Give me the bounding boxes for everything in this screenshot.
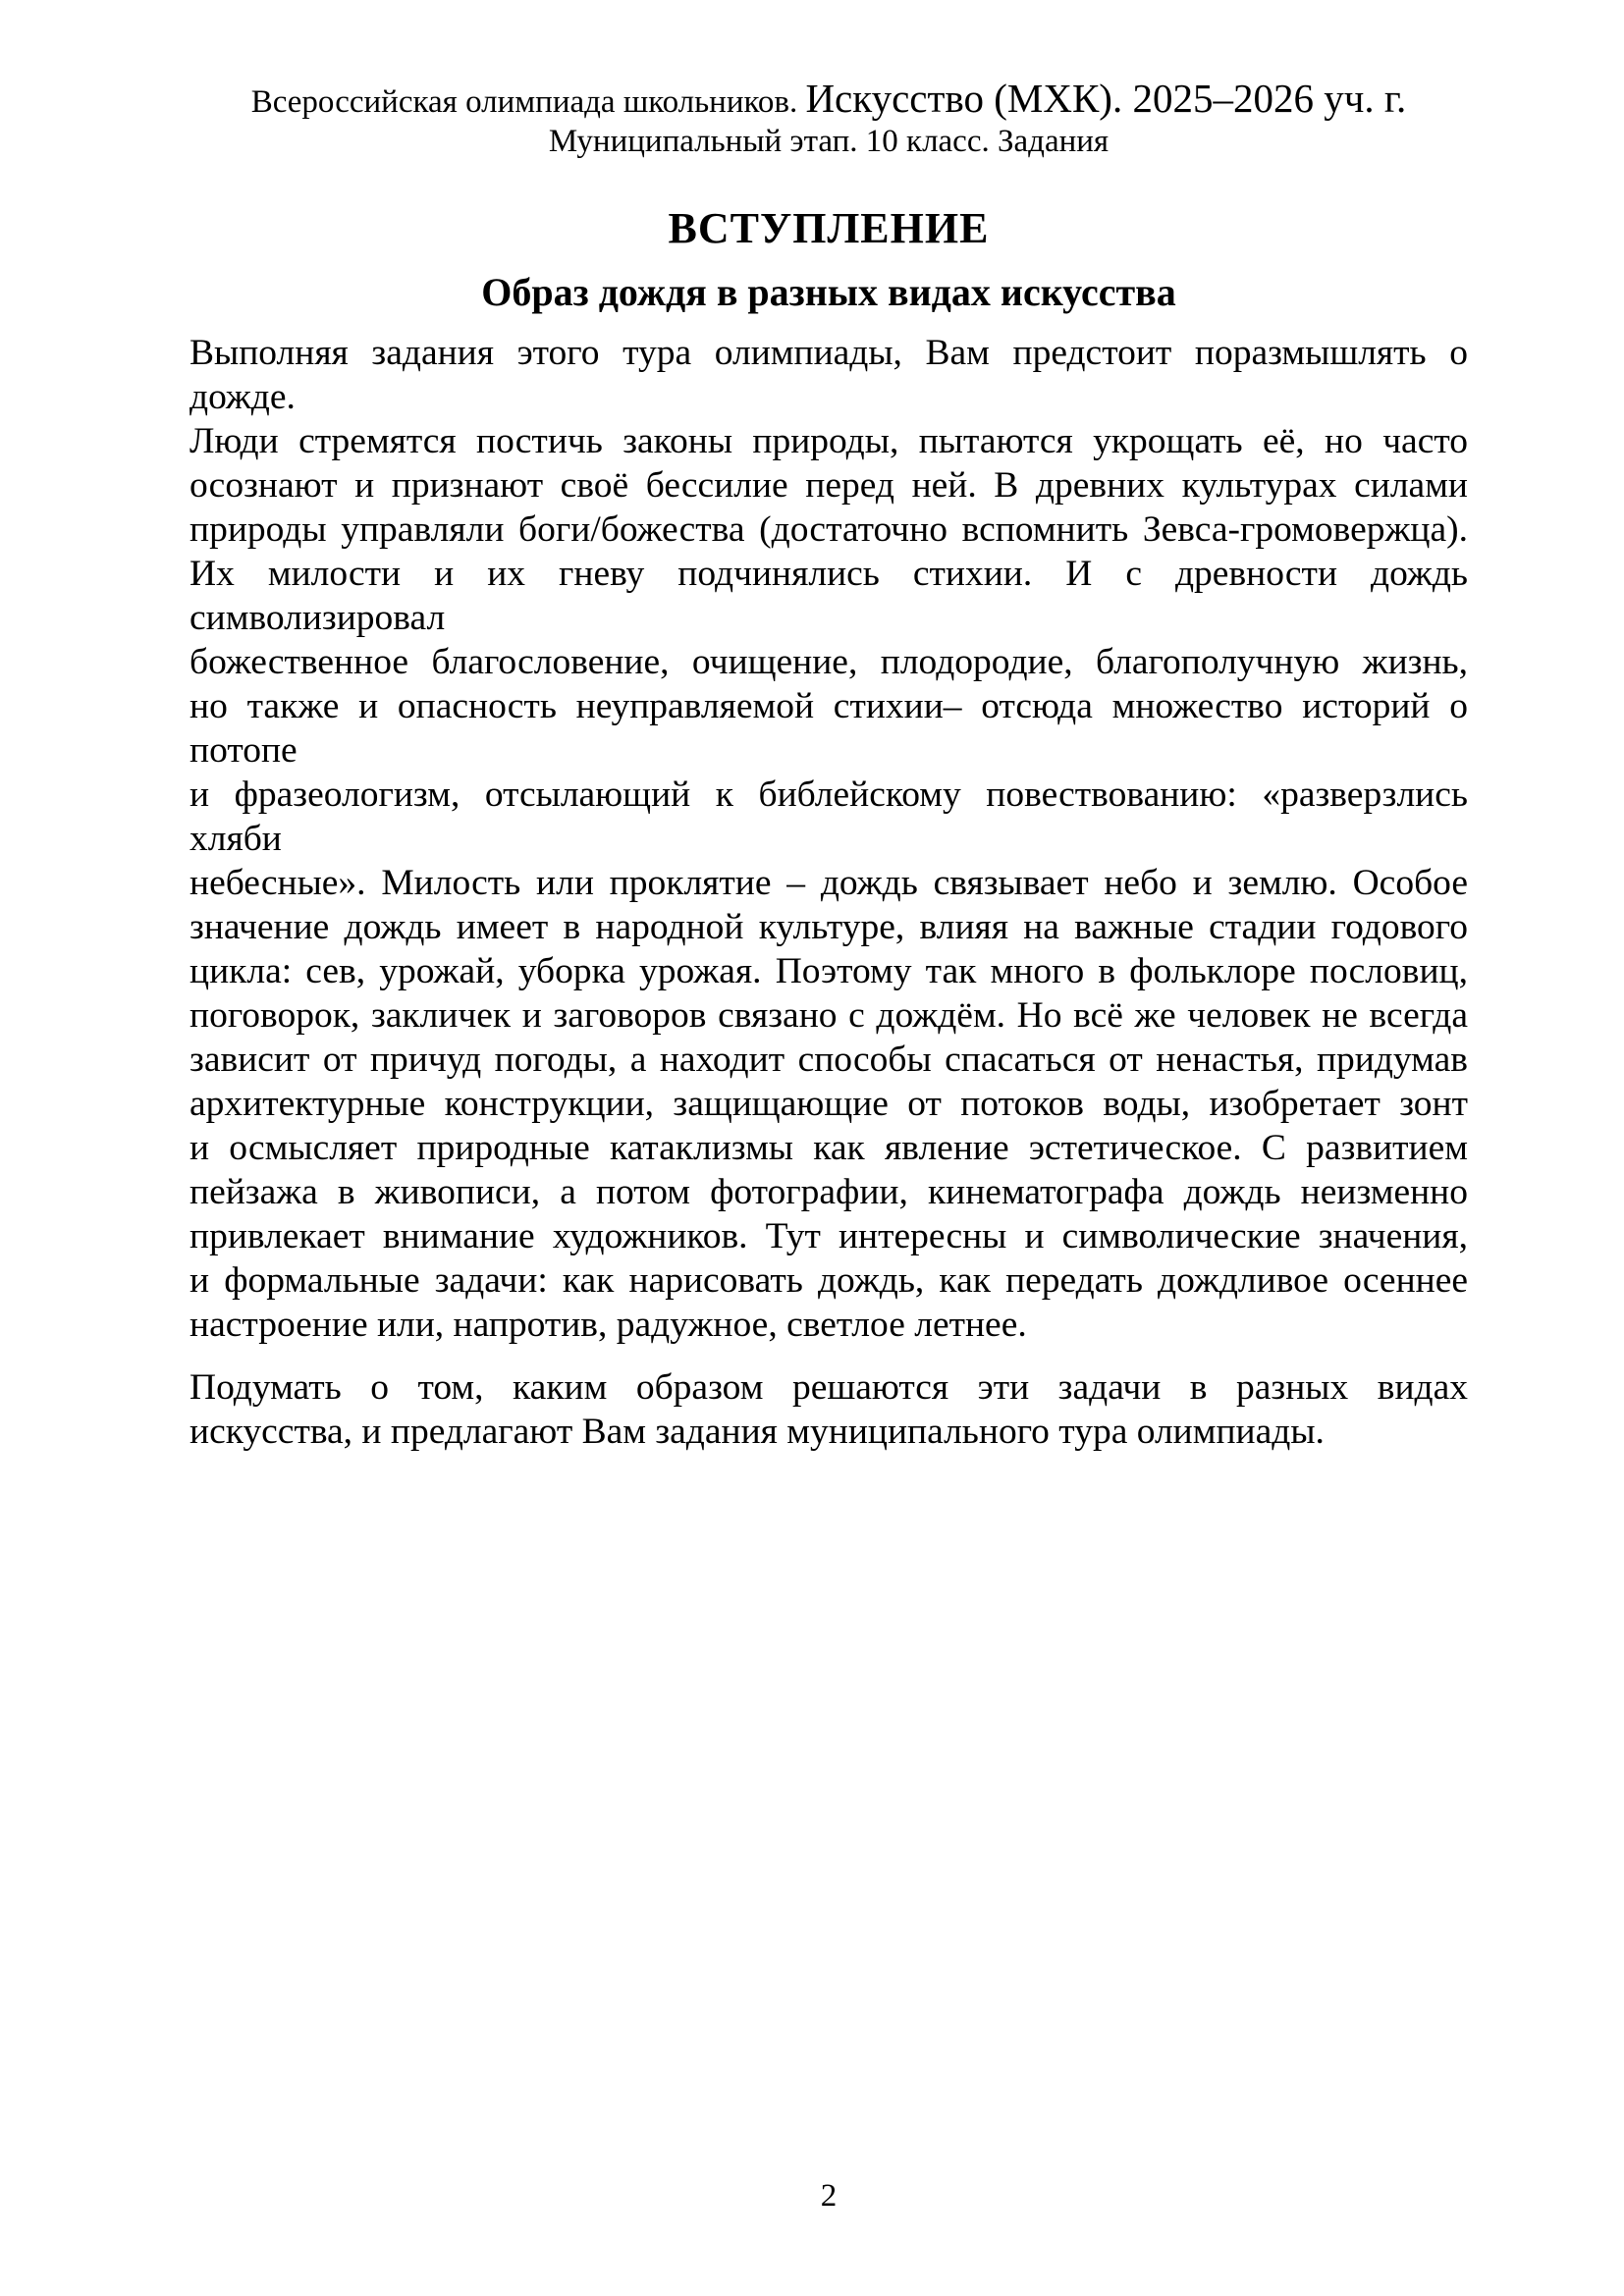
page-title: ВСТУПЛЕНИЕ (668, 204, 990, 252)
paragraph-line: архитектурные конструкции, защищающие от потоков воды, изобретает зонт (189, 1084, 1468, 1124)
header-line-1-normal: Всероссийская олимпиада школьников. (250, 84, 806, 120)
paragraph-line: природы управляли боги/божества (достаточно вспомнить Зевса-громовержца). (189, 509, 1468, 550)
header-line-1 (189, 76, 1468, 122)
intro-paragraph-1 (189, 331, 1468, 1347)
paragraph-line: пейзажа в живописи, а потом фотографии, кинематографа дождь неизменно (189, 1172, 1468, 1212)
paragraph-line: поговорок, закличек и заговоров связано с дождём. Но всё же человек не всегда (189, 995, 1468, 1036)
header-line-1-large: Искусство (МХК). 2025–2026 уч. г. (805, 76, 1407, 121)
intro-paragraph-2 (189, 1365, 1468, 1454)
paragraph-line: значение дождь имеет в народной культуре, влияя на важные стадии годового (189, 907, 1468, 947)
paragraph-line: Подумать о том, каким образом решаются эти задачи в разных видах (189, 1367, 1468, 1408)
page-number: 2 (820, 2178, 838, 2214)
paragraph-line: зависит от причуд погоды, а находит способы спасаться от ненастья, придумав (189, 1040, 1468, 1080)
paragraph-line: Их милости и их гневу подчинялись стихии. И с древности дождь символизировал (189, 554, 1468, 638)
paragraph-line: искусства, и предлагают Вам задания муниципального тура олимпиады. (189, 1412, 1325, 1452)
document-header (189, 0, 1468, 161)
paragraph-line: божественное благословение, очищение, плодородие, благополучную жизнь, (189, 642, 1468, 682)
paragraph-line: Выполняя задания этого тура олимпиады, Вам предстоит поразмышлять о дожде. (189, 333, 1468, 417)
paragraph-line: цикла: сев, урожай, уборка урожая. Поэтому так много в фольклоре пословиц, (189, 951, 1468, 991)
paragraph-line: Люди стремятся постичь законы природы, пытаются укрощать её, но часто (189, 421, 1468, 461)
document-content (189, 0, 1468, 1454)
paragraph-line: привлекает внимание художников. Тут интересны и символические значения, (189, 1216, 1468, 1256)
paragraph-line: и осмысляет природные катаклизмы как явление эстетическое. С развитием (189, 1128, 1468, 1168)
paragraph-line: настроение или, напротив, радужное, светлое летнее. (189, 1305, 1027, 1345)
paragraph-line: и формальные задачи: как нарисовать дождь, как передать дождливое осеннее (189, 1260, 1468, 1301)
header-line-2: Муниципальный этап. 10 класс. Задания (548, 124, 1110, 159)
paragraph-line: небесные». Милость или проклятие – дождь связывает небо и землю. Особое (189, 863, 1468, 903)
paragraph-line: но также и опасность неуправляемой стихии– отсюда множество историй о потопе (189, 686, 1468, 771)
paragraph-line: и фразеологизм, отсылающий к библейскому повествованию: «разверзлись хляби (189, 774, 1468, 859)
page-subtitle: Образ дождя в разных видах искусства (481, 270, 1176, 314)
paragraph-line: осознают и признают своё бессилие перед ней. В древних культурах силами (189, 465, 1468, 506)
